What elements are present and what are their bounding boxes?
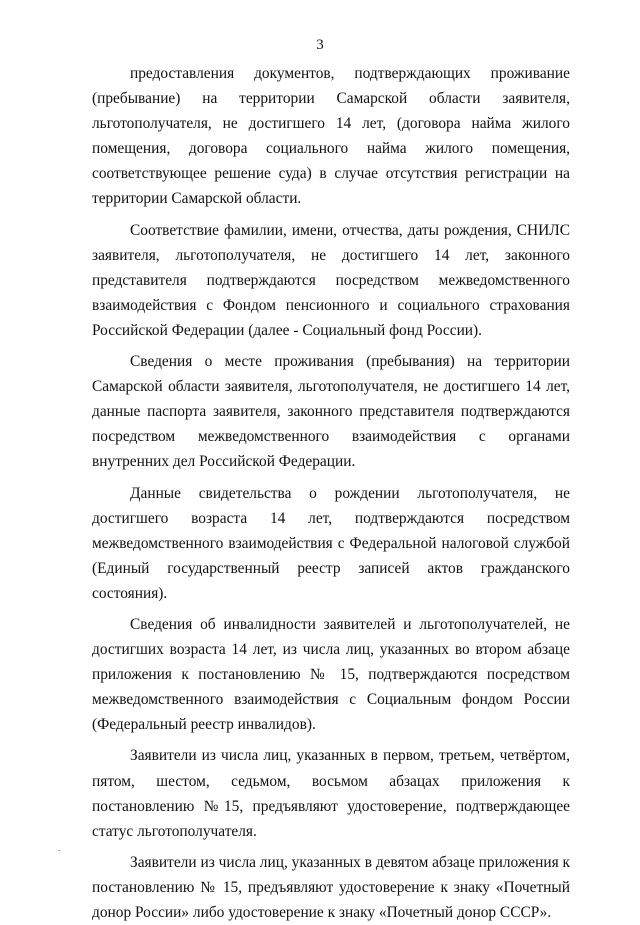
paragraph-residence-verification: Сведения о месте проживания (пребывания) на территории Самарской области заявителя, льготополучателя, не достигшего 14 лет, данные паспорта заявителя, законного представителя подтверждаются посредством межведомственного взаимодействия с органами внутренних дел Российской Федерации. bbox=[92, 353, 570, 471]
paragraph-snils-verification: Соответствие фамилии, имени, отчества, даты рождения, СНИЛС заявителя, льготополучателя, не достигшего 14 лет, законного представителя подтверждаются посредством межведомственного взаимодействия с Фондом пенсионного и социального страхования Российской Федерации (далее - Социальный фонд России). bbox=[92, 221, 570, 339]
paragraph-continuation: предоставления документов, подтверждающих проживание (пребывание) на территории Самарской области заявителя, льготополучателя, не достигшего 14 лет, (договора найма жилого помещения, договора социального найма жилого помещения, соответствующее решение суда) в случае отсутствия регистрации на территории Самарской области. bbox=[92, 65, 570, 208]
paragraph-birth-certificate: Данные свидетельства о рождении льготополучателя, не достигшего возраста 14 лет, подтверждаются посредством межведомственного взаимодействия с Федеральной налоговой службой (Единый государственный реестр записей актов гражданского состояния). bbox=[92, 484, 570, 602]
document-body bbox=[92, 61, 570, 925]
paragraph-beneficiary-certificate: Заявители из числа лиц, указанных в первом, третьем, четвёртом, пятом, шестом, седьмом, восьмом абзацах приложения к постановлению №15, предъявляют удостоверение, подтверждающее статус льготополучателя. bbox=[92, 747, 570, 840]
paragraph-disability-info: Сведения об инвалидности заявителей и льготополучателей, не достигших возраста 14 лет, из числа лиц, указанных во втором абзаце приложения к постановлению № 15, подтверждаются посредством межведомственного взаимодействия с Социальным фондом России (Федеральный реестр инвалидов). bbox=[92, 615, 570, 734]
margin-mark: . bbox=[58, 843, 61, 853]
paragraph-donor-certificate: Заявители из числа лиц, указанных в девятом абзаце приложения к постановлению № 15, предъявляют удостоверение к знаку «Почетный донор России» либо удостоверение к знаку «Почетный донор СССР». bbox=[92, 853, 570, 921]
page-number: 3 bbox=[316, 37, 324, 53]
